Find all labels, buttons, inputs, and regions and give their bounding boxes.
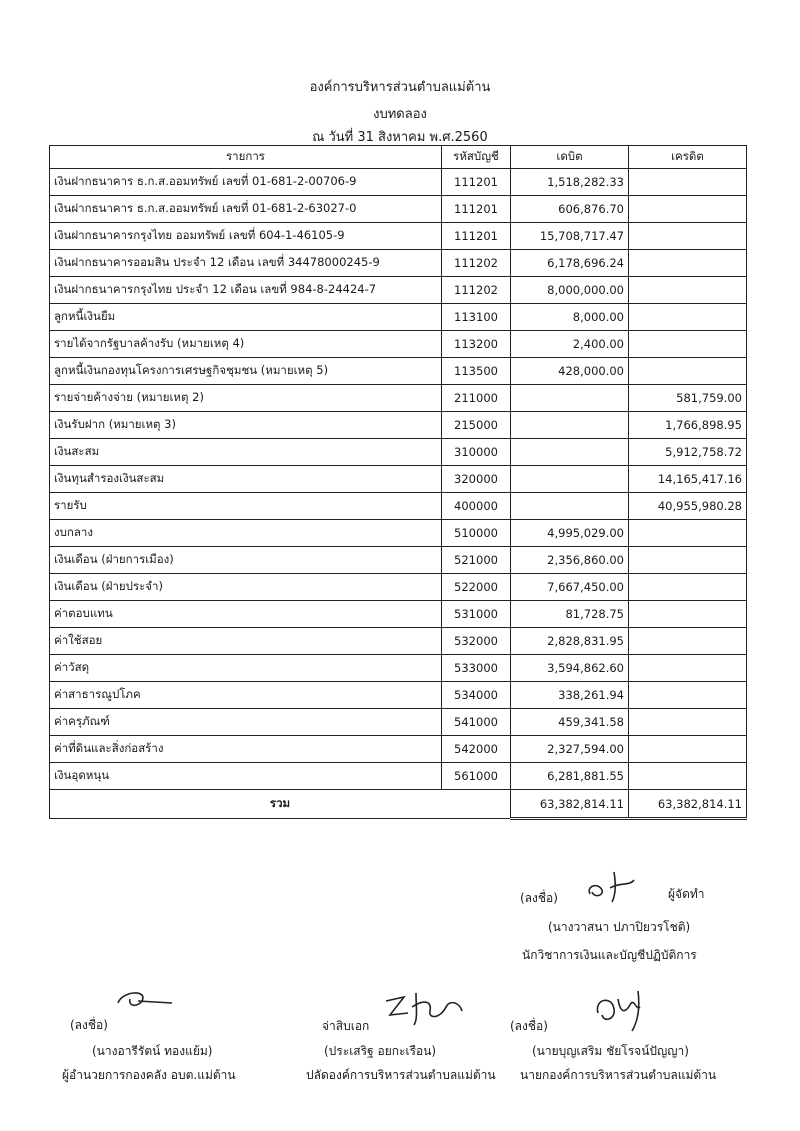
cell-code: 111201 [442, 196, 511, 223]
cell-item: เงินฝากธนาคาร ธ.ก.ส.ออมทรัพย์ เลขที่ 01-681-2-63027-0 [50, 196, 442, 223]
cell-credit: 40,955,980.28 [629, 493, 747, 520]
table-row [50, 574, 747, 601]
cell-item: ค่าวัสดุ [50, 655, 442, 682]
cell-item: รายรับ [50, 493, 442, 520]
table-row [50, 196, 747, 223]
cell-credit [629, 223, 747, 250]
cell-credit [629, 763, 747, 790]
cell-credit [629, 547, 747, 574]
cell-debit: 459,341.58 [511, 709, 629, 736]
table-row [50, 655, 747, 682]
table-row [50, 412, 747, 439]
cell-credit: 14,165,417.16 [629, 466, 747, 493]
cell-item: ลูกหนี้เงินกองทุนโครงการเศรษฐกิจชุมชน (หมายเหตุ 5) [50, 358, 442, 385]
cell-item: รายได้จากรัฐบาลค้างรับ (หมายเหตุ 4) [50, 331, 442, 358]
cell-code: 320000 [442, 466, 511, 493]
total-debit: 63,382,814.11 [511, 790, 629, 819]
clerk-signature [382, 985, 472, 1027]
cell-item: เงินทุนสำรองเงินสะสม [50, 466, 442, 493]
column-header-item: รายการ [50, 146, 442, 169]
cell-code: 531000 [442, 601, 511, 628]
cell-credit [629, 655, 747, 682]
cell-code: 113200 [442, 331, 511, 358]
cell-code: 510000 [442, 520, 511, 547]
table-row [50, 304, 747, 331]
preparer-signature [584, 864, 664, 906]
cell-debit: 2,828,831.95 [511, 628, 629, 655]
cell-debit [511, 466, 629, 493]
cell-debit: 15,708,717.47 [511, 223, 629, 250]
org-name: องค์การบริหารส่วนตำบลแม่ต้าน [309, 80, 491, 95]
cell-code: 111201 [442, 223, 511, 250]
cell-item: เงินอุดหนุน [50, 763, 442, 790]
column-header-debit: เดบิต [511, 146, 629, 169]
cell-debit: 338,261.94 [511, 682, 629, 709]
cell-debit: 6,178,696.24 [511, 250, 629, 277]
cell-code: 211000 [442, 385, 511, 412]
cell-code: 111202 [442, 250, 511, 277]
preparer-name: (นางวาสนา ปภาปิยวรโชติ) [548, 920, 691, 934]
cell-credit [629, 709, 747, 736]
cell-item: เงินฝากธนาคาร ธ.ก.ส.ออมทรัพย์ เลขที่ 01-681-2-00706-9 [50, 169, 442, 196]
cell-debit: 8,000.00 [511, 304, 629, 331]
cell-credit: 581,759.00 [629, 385, 747, 412]
cell-debit: 6,281,881.55 [511, 763, 629, 790]
table-row [50, 601, 747, 628]
cell-debit [511, 439, 629, 466]
cell-code: 541000 [442, 709, 511, 736]
column-header-code: รหัสบัญชี [442, 146, 511, 169]
cell-credit [629, 628, 747, 655]
finance-name: (นางอารีรัตน์ ทองแย้ม) [92, 1044, 213, 1058]
cell-code: 521000 [442, 547, 511, 574]
total-credit: 63,382,814.11 [629, 790, 747, 819]
mayor-signature [590, 985, 660, 1035]
cell-debit [511, 493, 629, 520]
table-row [50, 736, 747, 763]
cell-item: เงินสะสม [50, 439, 442, 466]
preparer-sign-prefix: (ลงชื่อ) [520, 891, 558, 905]
cell-item: เงินเดือน (ฝ่ายประจำ) [50, 574, 442, 601]
cell-debit: 428,000.00 [511, 358, 629, 385]
cell-code: 310000 [442, 439, 511, 466]
preparer-sign-suffix: ผู้จัดทำ [668, 887, 705, 901]
table-header-row [50, 146, 747, 169]
cell-code: 111201 [442, 169, 511, 196]
cell-credit [629, 304, 747, 331]
cell-credit [629, 574, 747, 601]
table-row [50, 331, 747, 358]
cell-code: 533000 [442, 655, 511, 682]
cell-debit [511, 412, 629, 439]
cell-credit [629, 520, 747, 547]
cell-credit [629, 277, 747, 304]
cell-debit: 1,518,282.33 [511, 169, 629, 196]
cell-credit [629, 169, 747, 196]
table-row [50, 223, 747, 250]
cell-credit [629, 601, 747, 628]
cell-item: เงินรับฝาก (หมายเหตุ 3) [50, 412, 442, 439]
table-row [50, 682, 747, 709]
cell-credit [629, 358, 747, 385]
table-row [50, 169, 747, 196]
mayor-sign-prefix: (ลงชื่อ) [510, 1019, 548, 1033]
cell-debit: 7,667,450.00 [511, 574, 629, 601]
clerk-name: (ประเสริฐ อยกะเรือน) [324, 1044, 437, 1058]
cell-debit [511, 385, 629, 412]
cell-code: 113500 [442, 358, 511, 385]
cell-debit: 81,728.75 [511, 601, 629, 628]
table-row [50, 250, 747, 277]
table-row [50, 547, 747, 574]
finance-signature [108, 985, 188, 1015]
cell-item: รายจ่ายค้างจ่าย (หมายเหตุ 2) [50, 385, 442, 412]
cell-code: 542000 [442, 736, 511, 763]
cell-item: ค่าสาธารณูปโภค [50, 682, 442, 709]
cell-item: ค่าตอบแทน [50, 601, 442, 628]
mayor-position: นายกองค์การบริหารส่วนตำบลแม่ต้าน [520, 1068, 717, 1082]
cell-debit: 3,594,862.60 [511, 655, 629, 682]
finance-sign-prefix: (ลงชื่อ) [70, 1018, 108, 1032]
cell-code: 522000 [442, 574, 511, 601]
table-row [50, 439, 747, 466]
table-row [50, 763, 747, 790]
cell-item: เงินเดือน (ฝ่ายการเมือง) [50, 547, 442, 574]
cell-item: เงินฝากธนาคารออมสิน ประจำ 12 เดือน เลขที่ 34478000245-9 [50, 250, 442, 277]
column-header-credit: เครดิต [629, 146, 747, 169]
document-title: งบทดลอง [373, 107, 427, 122]
table-row [50, 358, 747, 385]
cell-credit [629, 736, 747, 763]
total-row [50, 790, 747, 819]
cell-credit: 1,766,898.95 [629, 412, 747, 439]
cell-credit [629, 250, 747, 277]
cell-item: เงินฝากธนาคารกรุงไทย ประจำ 12 เดือน เลขที่ 984-8-24424-7 [50, 277, 442, 304]
cell-item: เงินฝากธนาคารกรุงไทย ออมทรัพย์ เลขที่ 604-1-46105-9 [50, 223, 442, 250]
table-row [50, 709, 747, 736]
cell-item: ลูกหนี้เงินยืม [50, 304, 442, 331]
cell-item: งบกลาง [50, 520, 442, 547]
cell-debit: 8,000,000.00 [511, 277, 629, 304]
cell-item: ค่าที่ดินและสิ่งก่อสร้าง [50, 736, 442, 763]
cell-code: 215000 [442, 412, 511, 439]
finance-position: ผู้อำนวยการกองคลัง อบต.แม่ต้าน [62, 1068, 236, 1082]
table-row [50, 628, 747, 655]
table-row [50, 466, 747, 493]
table-row [50, 277, 747, 304]
cell-debit: 2,327,594.00 [511, 736, 629, 763]
preparer-position: นักวิชาการเงินและบัญชีปฏิบัติการ [522, 948, 697, 962]
cell-code: 532000 [442, 628, 511, 655]
clerk-position: ปลัดองค์การบริหารส่วนตำบลแม่ต้าน [306, 1068, 496, 1082]
cell-debit: 2,356,860.00 [511, 547, 629, 574]
cell-credit [629, 196, 747, 223]
cell-debit: 606,876.70 [511, 196, 629, 223]
clerk-rank: จ่าสิบเอก [322, 1019, 370, 1033]
cell-credit [629, 682, 747, 709]
total-label: รวม [50, 790, 511, 819]
cell-code: 400000 [442, 493, 511, 520]
document-date: ณ วันที่ 31 สิงหาคม พ.ศ.2560 [312, 130, 488, 145]
cell-debit: 2,400.00 [511, 331, 629, 358]
cell-code: 113100 [442, 304, 511, 331]
table-row [50, 385, 747, 412]
cell-item: ค่าครุภัณฑ์ [50, 709, 442, 736]
table-body [50, 169, 747, 790]
cell-credit [629, 331, 747, 358]
cell-code: 534000 [442, 682, 511, 709]
table-row [50, 493, 747, 520]
cell-item: ค่าใช้สอย [50, 628, 442, 655]
cell-debit: 4,995,029.00 [511, 520, 629, 547]
cell-credit: 5,912,758.72 [629, 439, 747, 466]
cell-code: 561000 [442, 763, 511, 790]
trial-balance-table [49, 145, 747, 820]
table-row [50, 520, 747, 547]
mayor-name: (นายบุญเสริม ชัยโรจน์ปัญญา) [532, 1044, 689, 1058]
cell-code: 111202 [442, 277, 511, 304]
